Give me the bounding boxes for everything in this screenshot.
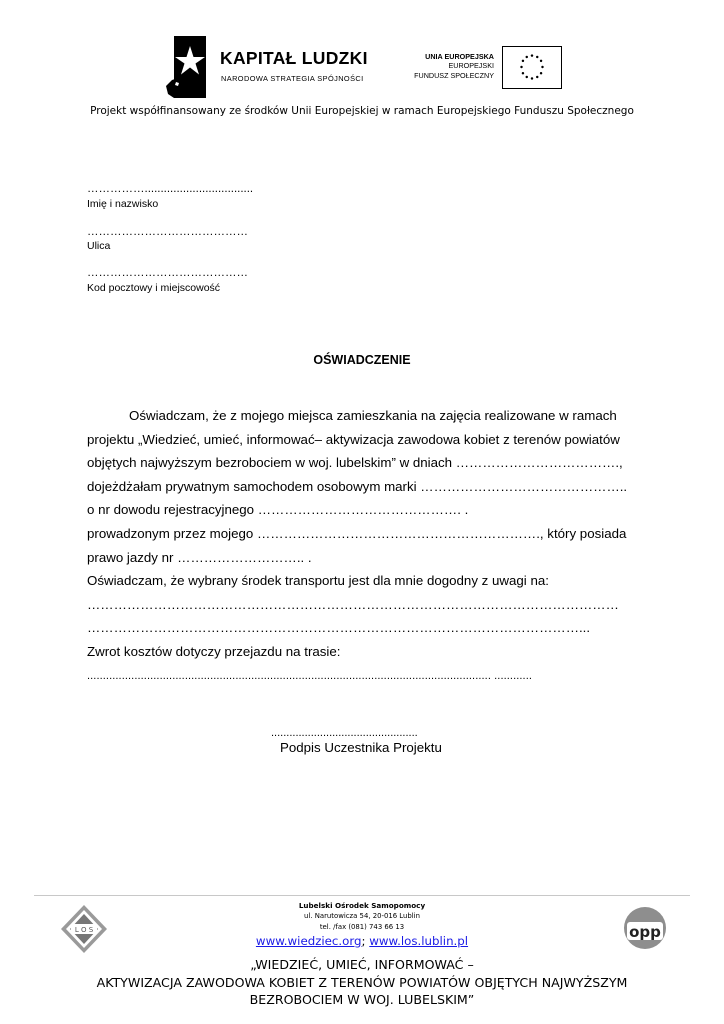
body-line: dojeżdżałam prywatnym samochodem osobowym marki ……………………………………….. — [87, 478, 628, 494]
link-los-lublin[interactable]: www.los.lublin.pl — [369, 934, 469, 948]
body-line: o nr dowodu rejestracyjnego ………………………………………. . — [87, 502, 469, 518]
body-line: …………………………………………………………………………………………………... — [87, 620, 591, 636]
link-separator: ; — [361, 934, 366, 948]
kapital-ludzki-logo — [166, 36, 366, 98]
kapital-ludzki-subtitle: NARODOWA STRATEGIA SPÓJNOŚCI — [221, 74, 364, 83]
body-line: Oświadczam, że wybrany środek transportu jest dla mnie dogodny z uwagi na: — [87, 573, 549, 589]
footer-project-line-2: AKTYWIZACJA ZAWODOWA KOBIET Z TERENÓW POWIATÓW OBJĘTYCH NAJWYŻSZYM — [96, 974, 628, 990]
body-line: Zwrot kosztów dotyczy przejazdu na trasie: — [87, 643, 341, 659]
organization-phone: tel. /fax (081) 743 66 13 — [319, 922, 405, 931]
street-field-label: Ulica — [87, 240, 111, 252]
kapital-ludzki-star-icon — [166, 36, 208, 98]
kapital-ludzki-title: KAPITAŁ LUDZKI — [220, 48, 368, 68]
cofinancing-note: Projekt współfinansowany ze środków Unii Europejskiej w ramach Europejskiego Funduszu Społecznego — [90, 105, 634, 117]
street-field-dots[interactable]: …………………………………… — [87, 226, 248, 238]
footer-project-line-3: BEZROBOCIEM W WOJ. LUBELSKIM” — [249, 992, 475, 1008]
signature-field-dots[interactable]: ................................................ — [271, 727, 418, 739]
organization-address: ul. Narutowicza 54, 20-016 Lublin — [304, 912, 420, 920]
eu-flag-icon — [502, 46, 562, 89]
opp-logo-text: opp — [629, 923, 661, 941]
body-line: Oświadczam, że z mojego miejsca zamieszkania na zajęcia realizowane w ramach — [129, 408, 617, 423]
postal-city-field-dots[interactable]: …………………………………… — [87, 267, 248, 279]
eu-line-3: FUNDUSZ SPOŁECZNY — [414, 70, 494, 80]
body-line: objętych najwyższym bezrobociem w woj. lubelskim” w dniach ………………………………., — [87, 455, 623, 471]
body-line: ………………………………………………………………………………………………………… — [87, 596, 619, 612]
name-field-dots[interactable]: …………….................................. — [87, 183, 254, 195]
body-line: prowadzonym przez mojego ………………………………………………………., który posiada — [87, 525, 627, 541]
eu-line-2: EUROPEJSKI — [448, 61, 494, 71]
organization-name: Lubelski Ośrodek Samopomocy — [298, 901, 426, 910]
signature-label: Podpis Uczestnika Projektu — [280, 740, 442, 755]
route-field-dots[interactable]: ................................................................................................................................ ............ — [87, 670, 533, 682]
body-line: projektu „Wiedzieć, umieć, informować– aktywizacja zawodowa kobiet z terenów powiatów — [87, 431, 620, 447]
footer-project-name — [0, 956, 724, 1009]
los-logo-text: L O S — [74, 926, 94, 934]
footer-project-line-1: „WIEDZIEĆ, UMIEĆ, INFORMOWAĆ – — [250, 957, 474, 972]
declaration-body — [87, 404, 647, 664]
eu-line-1: UNIA EUROPEJSKA — [425, 52, 494, 61]
organization-links — [0, 933, 724, 949]
body-line: prawo jazdy nr ……………………….. . — [87, 549, 312, 565]
organization-info — [0, 900, 724, 949]
document-title: OŚWIADCZENIE — [313, 353, 411, 367]
footer-divider — [34, 895, 690, 896]
eu-logo-text — [394, 52, 494, 80]
link-wiedziec[interactable]: www.wiedziec.org — [255, 934, 362, 948]
postal-city-field-label: Kod pocztowy i miejscowość — [87, 282, 221, 294]
name-field-label: Imię i nazwisko — [87, 198, 159, 210]
